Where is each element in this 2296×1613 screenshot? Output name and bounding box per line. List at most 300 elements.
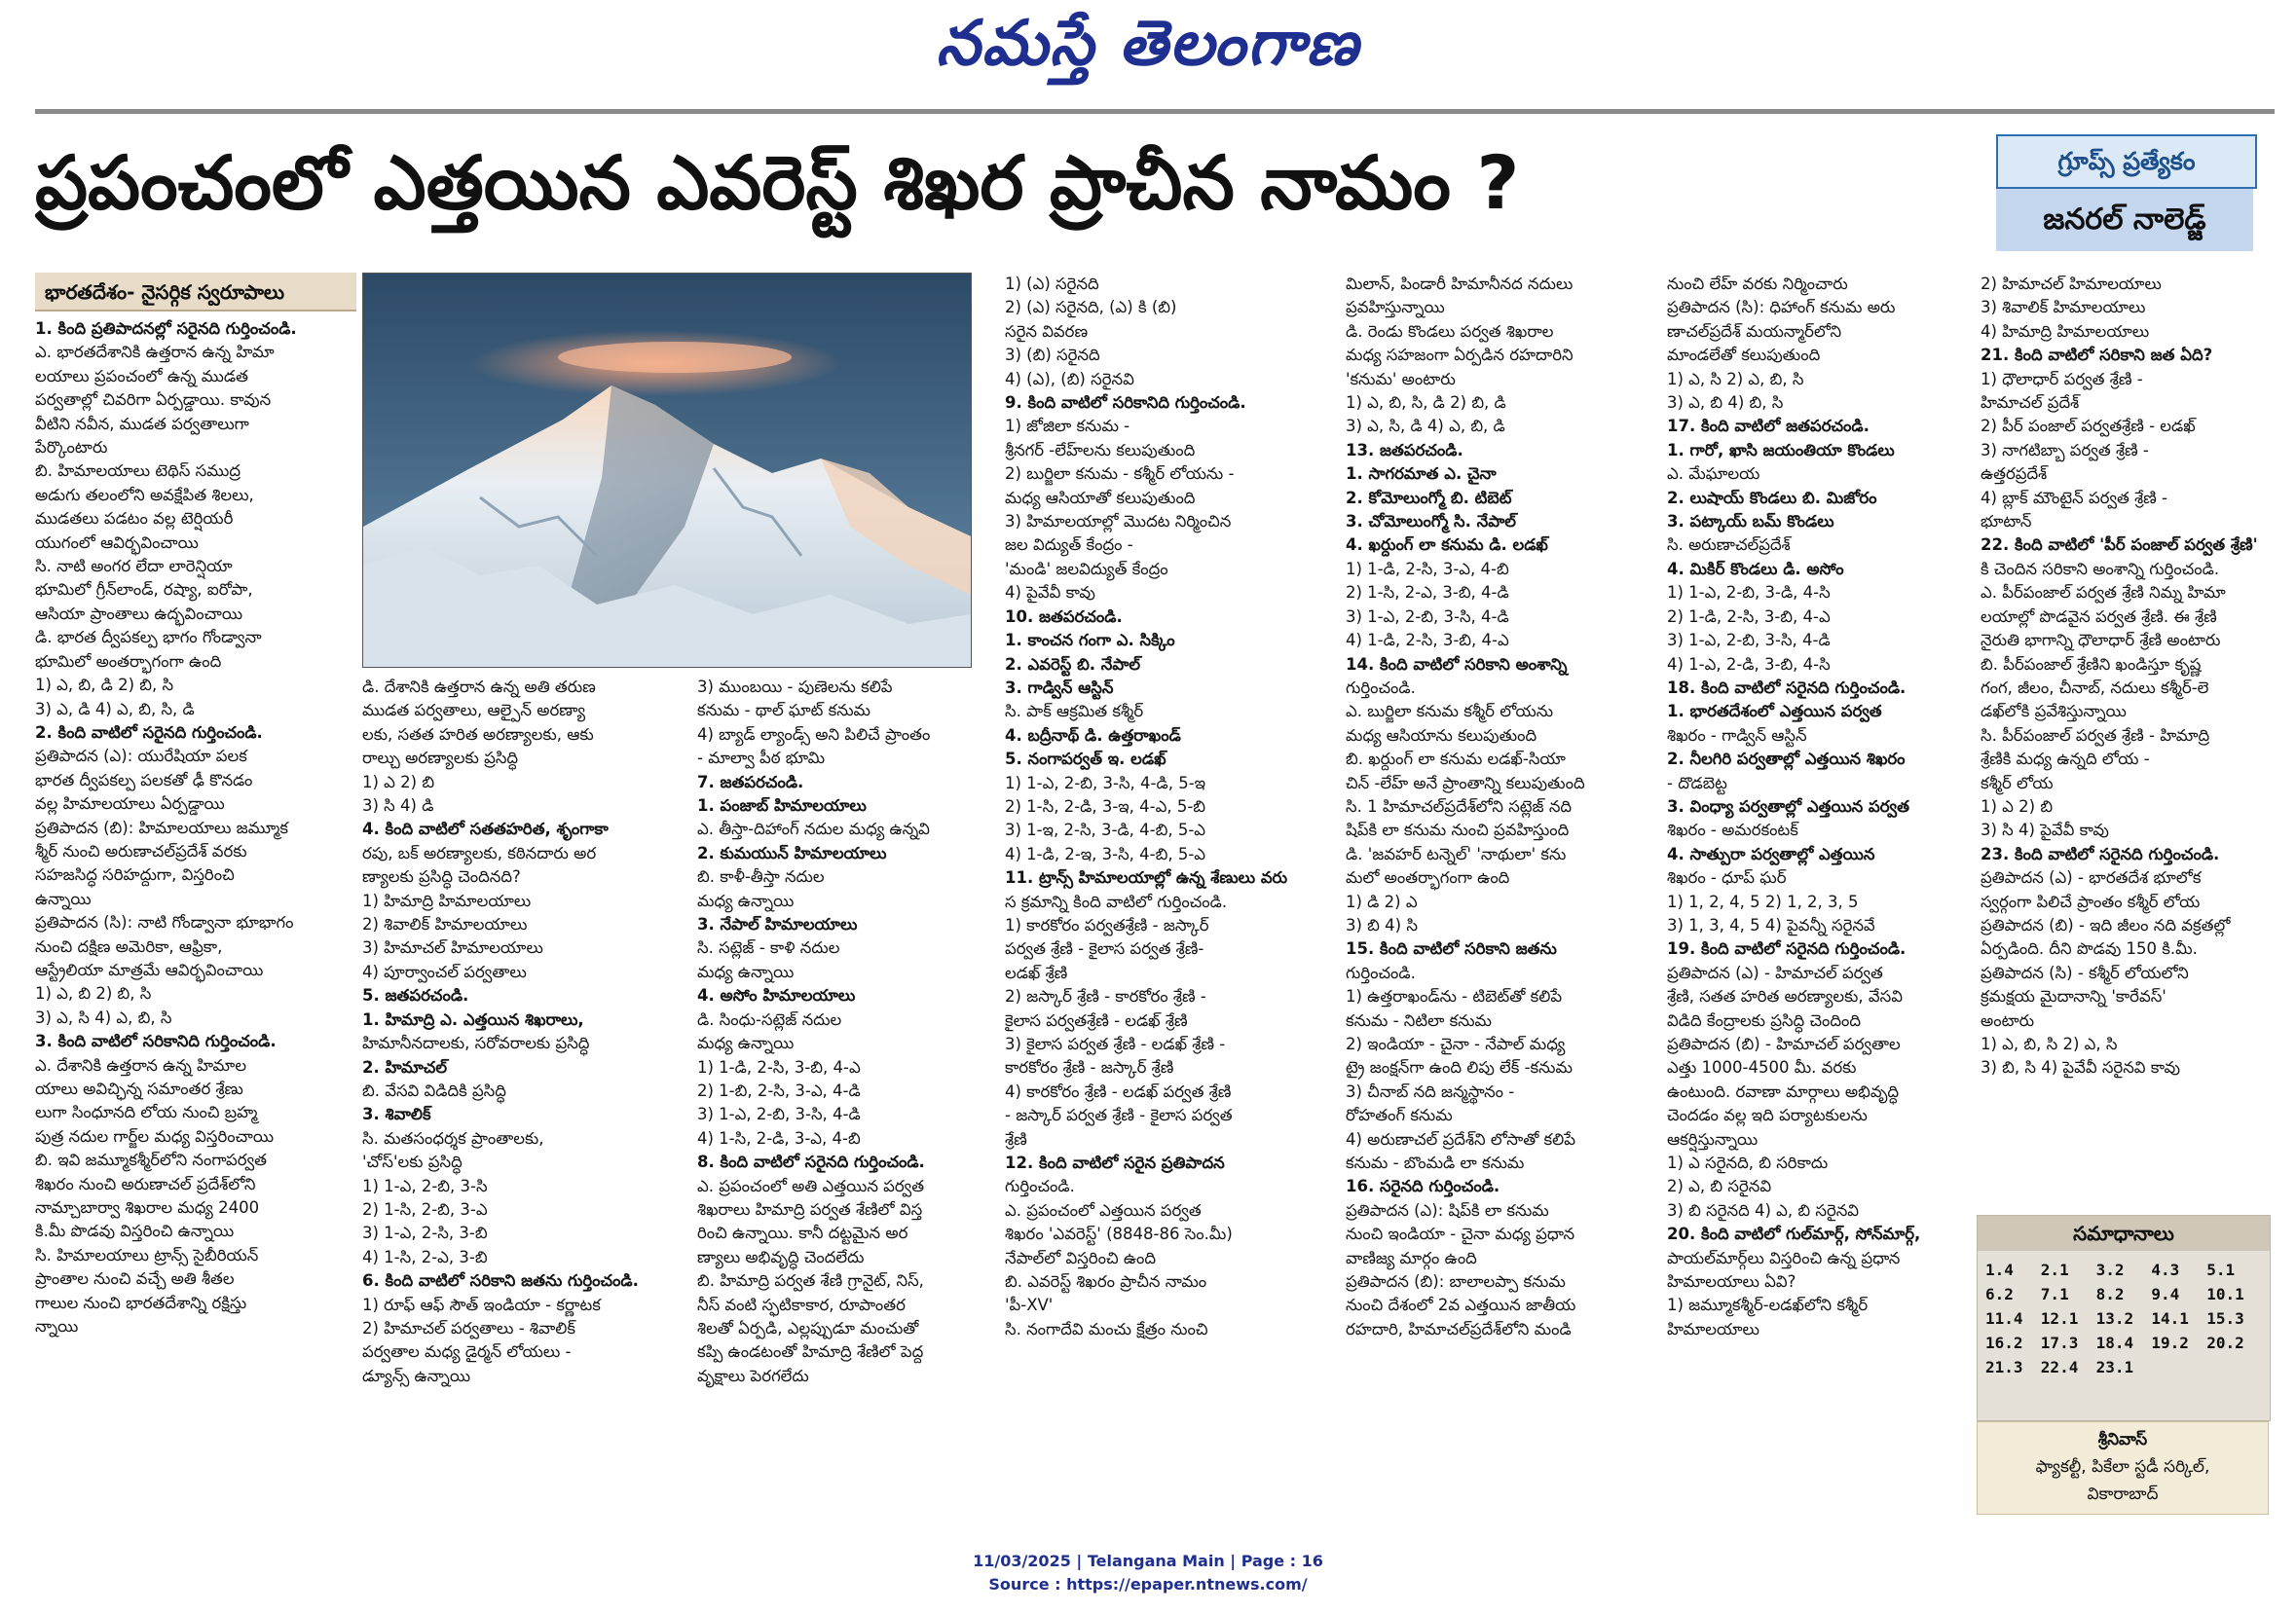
article-line: మధ్య ఉన్నాయి [697, 891, 795, 910]
article-line: మధ్య సహజంగా ఏర్పడిన రహదారిని [1346, 346, 1574, 365]
answer-item: 4.3 [2151, 1261, 2180, 1279]
article-line: ప్రతిపాదన (బి): హిమాలయాలు జమ్మూక [35, 818, 289, 837]
article-line: వీటిని నవీన, ముడత పర్వతాలుగా [35, 414, 249, 433]
article-line: 4) 1-డి, 2-సి, 3-బి, 4-ఎ [1346, 631, 1509, 650]
article-column-2 [362, 676, 687, 1515]
article-line: ప్రాంతాల నుంచి వచ్చే అతి శీతల [35, 1269, 235, 1289]
article-line: 1. కాంచన గంగా ఎ. సిక్కిం [1005, 631, 1175, 650]
article-line: 3) 1-ఇ, 2-సి, 3-డి, 4-బి, 5-ఎ [1005, 821, 1206, 840]
article-line: అంటారు [1981, 1010, 2035, 1030]
article-line: 'పీ-XV' [1005, 1296, 1054, 1315]
article-line: ప్రతిపాదన (బి) - హిమాచల్ పర్వతాల [1667, 1035, 1901, 1053]
article-line: డ్యూన్స్ ఉన్నాయి [362, 1366, 471, 1385]
article-line: ప్రతిపాదన (సి): ధిహాంగ్ కనుమ అరు [1667, 298, 1896, 317]
article-line: 1) 1-ఎ, 2-బి, 3-సి, 4-డి, 5-ఇ [1005, 773, 1206, 792]
article-line: 3) 1-ఎ, 2-సి, 3-బి [362, 1224, 488, 1243]
article-line: ఆస్ట్రేలియా మాత్రమే ఆవిర్భవించాయి [35, 960, 264, 979]
article-line: ఆకర్షిస్తున్నాయి [1667, 1129, 1759, 1149]
article-line: పర్వత శ్రేణి - కైలాస పర్వత శ్రేణి- [1005, 939, 1204, 959]
article-line: ప్రతిపాదన (బి) - ఇది జీలం నది వక్రతల్లో [1981, 915, 2231, 935]
article-line: హిమాలయాలు ఏవి? [1667, 1272, 1796, 1292]
article-line: - జస్కార్ పర్వత శ్రేణి - కైలాస పర్వత [1005, 1106, 1233, 1125]
article-line: అడుగు తలంలోని అవక్షేపిత శిలలు, [35, 485, 254, 504]
answer-item: 19.2 [2151, 1334, 2189, 1352]
article-line: ఎ. దేశానికి ఉత్తరాన ఉన్న హిమాల [35, 1055, 247, 1075]
article-line: 16. సరైనది గుర్తించండి. [1346, 1177, 1500, 1196]
article-line: గంగ, జీలం, చీనాబ్, నదులు కశ్మీర్-లె [1981, 678, 2209, 697]
article-line: కనుమ - థాల్ ఘాట్ కనుమ [697, 701, 871, 720]
article-line: చిన్ -లేహ్ అనే ప్రాంతాన్ని కలుపుతుంది [1346, 773, 1585, 792]
article-line: 'చోస్'లకు ప్రసిద్ధి [362, 1153, 463, 1172]
article-line: ణాచల్‌ప్రదేశ్ మయన్మార్‌లోని [1667, 321, 1842, 341]
article-line: 3. నేపాల్ హిమాలయాలు [697, 915, 858, 935]
article-line: బి. కాళీ-తీస్తా నదుల [697, 867, 825, 887]
article-line: బి. ఖర్దుంగ్ లా కనుమ లడఖ్-సియా [1346, 750, 1566, 769]
article-line: రాల్చు అరణ్యాలకు ప్రసిద్ధి [362, 749, 519, 768]
article-line: సరైన వివరణ [1005, 321, 1089, 341]
article-line: 22. కింది వాటిలో 'పీర్ పంజాల్ పర్వత శ్రేణి' [1981, 535, 2258, 555]
article-line: భూటాన్ [1981, 512, 2032, 532]
everest-photo [362, 273, 972, 668]
article-line: 3) 1-ఎ, 2-బి, 3-సి, 4-డి [697, 1105, 861, 1124]
article-line: 3) సి 4) డి [362, 796, 434, 816]
article-line: ఆసియా ప్రాంతాలు ఉద్భవించాయి [35, 604, 243, 623]
article-column-6 [1667, 273, 1971, 1515]
article-line: 4) పూర్వాంచల్ పర్వతాలు [362, 962, 527, 981]
article-line: 1) 1-ఎ, 2-బి, 3-సి [362, 1176, 488, 1195]
article-line: 2) హిమాచల్ పర్వతాలు - శివాలిక్ [362, 1318, 575, 1338]
article-line: డి. 'జవహర్ టన్నెల్' 'నాథులా' కను [1346, 844, 1567, 863]
article-line: గాలుల నుంచి భారతదేశాన్ని రక్షిస్తు [35, 1293, 247, 1312]
article-line: గుర్తించండి. [1346, 678, 1416, 697]
article-line: 1. గారో, ఖాసి జయంతియా కొండలు [1667, 440, 1895, 459]
answer-item: 16.2 [1985, 1334, 2023, 1352]
article-line: 1. కింది ప్రతిపాదనల్లో సరైనది గుర్తించండి. [35, 319, 297, 338]
article-line: - దొడబెట్ట [1667, 773, 1727, 792]
article-column-7 [1981, 273, 2273, 1207]
article-line: 3) ఎ, డి 4) ఎ, బి, సి, డి [35, 699, 195, 718]
article-line: ణ్యాలు అభివృద్ధి చెందలేదు [697, 1247, 865, 1266]
article-line: 4) 1-డి, 2-ఇ, 3-సి, 4-బి, 5-ఎ [1005, 844, 1206, 863]
article-line: 1) కారకోరం పర్వతశ్రేణి - జస్కార్ [1005, 915, 1209, 935]
article-line: పేర్కొంటారు [35, 438, 108, 458]
article-line: గుర్తించండి. [1005, 1177, 1075, 1196]
article-line: 1) ఎ, బి, సి 2) ఎ, సి [1981, 1035, 2118, 1053]
article-line: సి. సట్లెజ్ - కాళి నదుల [697, 938, 840, 958]
article-line: ప్రతిపాదన (ఎ) - హిమాచల్ పర్వత [1667, 963, 1883, 982]
answer-item: 23.1 [2095, 1358, 2134, 1376]
footer-date-page: 11/03/2025 | Telangana Main | Page : 16 [973, 1552, 1323, 1570]
article-line: శ్రేణి, సతత హరిత అరణ్యాలకు, వేసవి [1667, 987, 1903, 1007]
article-line: ముడత పర్వతాలు, ఆల్పైన్ అరణ్యా [362, 701, 586, 720]
author-name: శ్రీనివాస్ [2097, 1430, 2148, 1449]
article-line: శిఖరం - ధూప్ ఘర్ [1667, 868, 1787, 888]
article-line: 2) జస్కార్ శ్రేణి - కారకోరం శ్రేణి - [1005, 987, 1206, 1007]
author-location: వికారాబాద్ [2087, 1485, 2159, 1504]
article-line: 1) డి 2) ఎ [1346, 892, 1418, 911]
article-line: 5. నంగాపర్వత్ ఇ. లడఖ్ [1005, 750, 1167, 769]
answers-grid [1978, 1251, 2270, 1386]
answer-item: 8.2 [2095, 1285, 2125, 1303]
article-line: కశ్మీర్ లోయ [1981, 773, 2054, 792]
article-line: 1) ఉత్తరాఖండ్‌ను - టిబెట్‌తో కలిపే [1346, 987, 1563, 1007]
article-line: ఉన్నాయి [35, 889, 92, 908]
article-line: 3) ముంబయి - పుణెలను కలిపే [697, 678, 893, 696]
article-line: 1. హిమాద్రి ఎ. ఎత్తయిన శిఖరాలు, [362, 1009, 584, 1029]
article-line: శ్మీర్ నుంచి అరుణాచల్‌ప్రదేశ్ వరకు [35, 841, 247, 861]
article-line: డి. భారత ద్వీపకల్ప భాగం గోండ్వానా [35, 628, 262, 647]
article-line: 1) ఎ, సి 2) ఎ, బి, సి [1667, 369, 1804, 388]
article-line: 4) 1-సి, 2-ఎ, 3-బి [362, 1247, 488, 1266]
article-line: 4. కింది వాటిలో సతతహరిత, శృంగాకా [362, 820, 609, 839]
article-line: 3. పట్కాయ్ బమ్ కొండలు [1667, 512, 1834, 532]
author-box [1977, 1421, 2269, 1515]
article-line: సి. మతసంధర్శక ప్రాంతాలకు, [362, 1128, 544, 1148]
article-line: 3) కైలాస పర్వత శ్రేణి - లడఖ్ శ్రేణి - [1005, 1035, 1226, 1053]
article-line: 2) 1-సి, 2-బి, 3-ఎ [362, 1199, 488, 1219]
article-line: ఎ. ప్రపంచంలో ఎత్తయిన పర్వత [1005, 1200, 1202, 1220]
section-title: భారతదేశం- నైసర్గిక స్వరూపాలు [35, 273, 356, 312]
article-line: 2. లుషాయ్ కొండలు బి. మిజోరం [1667, 488, 1877, 507]
article-line: 18. కింది వాటిలో సరైనది గుర్తించండి. [1667, 678, 1907, 697]
article-line: విడిది కేంద్రాలకు ప్రసిద్ధి చెందింది [1667, 1010, 1862, 1030]
article-line: సి. 1 హిమాచల్‌ప్రదేశ్‌లోని సట్లెజ్ నది [1346, 796, 1573, 816]
article-line: బి. పీర్‌పంజాల్ శ్రేణిని ఖండిస్తూ కృష్ణ [1981, 654, 2202, 674]
article-line: శిఖరం 'ఎవరెస్ట్' (8848-86 సెం.మీ) [1005, 1225, 1233, 1244]
answer-item: 11.4 [1985, 1309, 2023, 1328]
article-line: ట్రై జంక్షన్‌గా ఉంది లిపు లేక్ -కనుమ [1346, 1058, 1573, 1078]
article-line: సి. పీర్‌పంజాల్ పర్వత శ్రేణి - హిమాద్రి [1981, 725, 2210, 745]
article-line: 3) సి 4) పైవేవీ కావు [1981, 821, 2109, 840]
article-line: సి. హిమాలయాలు ట్రాన్స్ సైబీరియన్ [35, 1245, 259, 1265]
article-line: ముడతలు పడటం వల్ల టెర్షియరీ [35, 509, 234, 529]
article-line: 17. కింది వాటిలో జతపరచండి. [1667, 417, 1870, 436]
article-column-1 [35, 317, 352, 1515]
article-line: శ్రీనగర్ -లేహ్‌లను కలుపుతుంది [1005, 440, 1196, 459]
article-line: 1) ఎ, బి 2) బి, సి [35, 984, 152, 1004]
article-line: శిఖరం - గాడ్విన్ ఆస్టిన్ [1667, 725, 1807, 745]
article-line: 1) 1-డి, 2-సి, 3-ఎ, 4-బి [1346, 559, 1509, 578]
article-line: 3. వింధ్యా పర్వతాల్లో ఎత్తయిన పర్వత [1667, 796, 1909, 816]
article-line: 4) బ్యాడ్ ల్యాండ్స్ అని పిలిచే ప్రాంతం [697, 724, 931, 744]
article-line: భారత ద్వీపకల్ప పలకతో ఢీ కొనడం [35, 770, 253, 789]
article-line: ఎత్తు 1000-4500 మీ. వరకు [1667, 1058, 1857, 1078]
article-line: 2) 1-డి, 2-సి, 3-బి, 4-ఎ [1667, 606, 1831, 626]
article-line: ప్రతిపాదన (ఎ): షిప్‌కి లా కనుమ [1346, 1200, 1549, 1220]
answer-item: 22.4 [2040, 1358, 2079, 1376]
article-line: పాయల్‌మార్గ్‌లు విస్తరించి ఉన్న ప్రధాన [1667, 1248, 1901, 1267]
article-line: రపు, బక్ అరణ్యాలకు, కఠినదారు అర [362, 843, 597, 862]
article-line: 3) ఎ, సి 4) ఎ, బి, సి [35, 1008, 172, 1027]
author-affiliation: ఫ్యాకల్టీ, పికేలా స్టడీ సర్కిల్, [2035, 1457, 2210, 1477]
article-line: రహదారి, హిమాచల్‌ప్రదేశ్‌లోని మండి [1346, 1319, 1572, 1338]
article-line: ఉంటుంది. రవాణా మార్గాలు అభివృద్ధి [1667, 1081, 1900, 1101]
article-line: శిఖరం - అమరకంటక్ [1667, 821, 1798, 840]
article-line: 2) (ఎ) సరైనది, (ఎ) కి (బి) [1005, 298, 1177, 317]
article-line: 4) బ్లాక్ మౌంటైన్ పర్వత శ్రేణి - [1981, 488, 2168, 507]
article-line: 3) బి 4) సి [1346, 915, 1418, 935]
answer-item: 21.3 [1985, 1358, 2023, 1376]
article-line: శిఖరాలు హిమాద్రి పర్వత శేణిలో విస్త [697, 1199, 923, 1219]
article-line: - మాల్వా పీఠ భూమి [697, 749, 826, 768]
article-line: హిమాలయాలు [1667, 1319, 1759, 1338]
article-line: 2) పీర్ పంజాల్ పర్వతశ్రేణి - లడఖ్ [1981, 417, 2196, 436]
answer-item: 17.3 [2040, 1334, 2079, 1352]
article-line: 2. నీలగిరి పర్వతాల్లో ఎత్తయిన శిఖరం [1667, 750, 1906, 769]
article-line: ప్రతిపాదన (ఎ): యురేషియా పలక [35, 747, 247, 766]
article-line: 2. కోమోలుంగ్మో బి. టిబెట్ [1346, 488, 1512, 507]
article-line: మలో అంతర్భాగంగా ఉంది [1346, 868, 1510, 888]
article-line: లయాల్లో పొడవైన పర్వత శ్రేణి. ఈ శ్రేణి [1981, 606, 2217, 626]
article-line: భూమిలో గ్రీన్‌లాండ్, రష్యా, ఐరోపా, [35, 580, 253, 600]
answer-item: 14.1 [2151, 1309, 2189, 1328]
article-line: 1) 1, 2, 4, 5 2) 1, 2, 3, 5 [1667, 892, 1859, 911]
article-line: శ్రేణికి మధ్య ఉన్నది లోయ - [1981, 750, 2150, 769]
answer-item: 6.2 [1985, 1285, 2014, 1303]
article-line: 1) హిమాద్రి హిమాలయాలు [362, 891, 532, 910]
article-line: 2) బుర్జిలా కనుమ - కశ్మీర్ లోయను - [1005, 464, 1235, 484]
article-line: భూమిలో అంతర్భాగంగా ఉంది [35, 651, 222, 671]
article-line: బి. హిమాలయాలు టెథిస్ సముద్ర [35, 461, 241, 481]
article-line: ఎ. మేఘాలయ [1667, 464, 1760, 484]
article-line: మధ్య ఆసియాతో కలుపుతుంది [1005, 488, 1196, 507]
article-line: వృక్షాలు పెరగలేదు [697, 1366, 809, 1385]
article-line: బి. హిమాద్రి పర్వత శేణి గ్రానైట్, నిస్, [697, 1271, 924, 1291]
article-line: నీస్ వంటి స్ఫటికాకార, రూపాంతర [697, 1295, 906, 1314]
article-line: 1. పంజాబ్ హిమాలయాలు [697, 796, 867, 816]
article-line: బి. ఎవరెస్ట్ శిఖరం ప్రాచీన నామం [1005, 1272, 1207, 1292]
article-line: 2) ఇండియా - చైనా - నేపాల్ మధ్య [1346, 1035, 1566, 1053]
mountain-peak-photo [363, 274, 971, 667]
article-line: ప్రతిపాదన (ఎ) - భారతదేశ భూలోక [1981, 868, 2202, 888]
article-column-5 [1346, 273, 1657, 1515]
article-line: 4) కారకోరం శ్రేణి - లడఖ్ పర్వత శ్రేణి [1005, 1081, 1232, 1101]
article-line: 2) శివాలిక్ హిమాలయాలు [362, 915, 528, 935]
article-line: ఎ. తీస్తా-దిహాంగ్ నదుల మధ్య ఉన్నవి [697, 820, 930, 839]
article-line: 3) (బి) సరైనది [1005, 346, 1100, 365]
article-line: బి. ఇవి జమ్మూకశ్మీర్‌లోని నంగాపర్వత [35, 1151, 267, 1170]
article-line: 'మండి' జలవిద్యుత్ కేంద్రం [1005, 559, 1168, 578]
article-line: మధ్య ఉన్నాయి [697, 1034, 795, 1053]
article-column-4 [1005, 273, 1336, 1515]
article-line: ఎ. భారతదేశానికి ఉత్తరాన ఉన్న హిమా [35, 343, 275, 362]
article-line: 4. బద్రీనాథ్ డి. ఉత్తరాఖండ్ [1005, 725, 1181, 745]
article-line: 4. అసోం హిమాలయాలు [697, 986, 856, 1006]
article-line: 1) 1-ఎ, 2-బి, 3-డి, 4-సి [1667, 583, 1831, 603]
article-line: ప్రవహిస్తున్నాయి [1346, 298, 1445, 317]
article-line: లడఖ్ శ్రేణి [1005, 963, 1068, 982]
answer-item: 5.1 [2206, 1261, 2236, 1279]
article-line: 3) 1, 3, 4, 5 4) పైవన్నీ సరైనవే [1667, 915, 1875, 935]
footer-source: Source : https://epaper.ntnews.com/ [988, 1575, 1308, 1594]
article-line: గుర్తించండి. [1346, 963, 1416, 982]
article-line: చెందడం వల్ల ఇది పర్యాటకులను [1667, 1106, 1868, 1125]
article-line: 3. చోమోలుంగ్మో సి. నేపాల్ [1346, 512, 1516, 532]
article-line: ప్రతిపాదన (బి): బాలాలప్పా కనుమ [1346, 1272, 1566, 1292]
article-line: మిలాన్, పిండారీ హిమానీనద నదులు [1346, 275, 1574, 293]
article-line: 3) ఎ, సి, డి 4) ఎ, బి, డి [1346, 417, 1505, 436]
article-line: 4) 1-ఎ, 2-డి, 3-బి, 4-సి [1667, 654, 1831, 674]
article-line: ఉత్తరప్రదేశ్ [1981, 464, 2048, 484]
answers-title: సమాధానాలు [1978, 1216, 2270, 1251]
article-line: 11. ట్రాన్స్ హిమాలయాల్లో ఉన్న శేణులు వరు [1005, 868, 1288, 888]
answer-item: 1.4 [1985, 1261, 2014, 1279]
article-line: 10. జతపరచండి. [1005, 606, 1123, 626]
article-line: 3) చీనాబ్ నది జన్మస్థానం - [1346, 1081, 1515, 1101]
article-line: 2) 1-సి, 2-డి, 3-ఇ, 4-ఎ, 5-బి [1005, 796, 1206, 816]
article-line: 3) 1-ఎ, 2-బి, 3-సి, 4-డి [1346, 606, 1509, 626]
article-line: రోహతంగ్ కనుమ [1346, 1106, 1453, 1125]
article-line: 2. ఎవరెస్ట్ బి. నేపాల్ [1005, 654, 1141, 674]
article-line: 4) (ఎ), (బి) సరైనవి [1005, 369, 1134, 388]
article-line: మధ్య ఆసియాను కలుపుతుంది [1346, 725, 1537, 745]
article-line: స్వర్గంగా పిలిచే ప్రాంతం కశ్మీర్ లోయ [1981, 892, 2201, 911]
article-line: 3) నాగటిబ్బా పర్వత శ్రేణి - [1981, 440, 2149, 459]
general-knowledge-badge: జనరల్ నాలెడ్జ్ [1996, 189, 2253, 251]
article-line: 4. ఖర్దుంగ్ లా కనుమ డి. లడఖ్ [1346, 535, 1548, 555]
article-line: పర్వతాల్లో చివరిగా ఏర్పడ్డాయి. కావున [35, 390, 272, 410]
page-footer [0, 1550, 2296, 1596]
article-line: 1) రూఫ్ ఆఫ్ సౌత్ ఇండియా - కర్ణాటక [362, 1295, 601, 1314]
article-line: 3) శివాలిక్ హిమాలయాలు [1981, 298, 2146, 317]
article-line: ణ్యాలకు ప్రసిద్ధి చెందినది? [362, 867, 521, 887]
article-line: 2) ఎ, బి సరైనవి [1667, 1177, 1772, 1196]
article-line: న్నాయి [35, 1317, 79, 1337]
article-line: నేపాల్‌లో విస్తరించి ఉంది [1005, 1248, 1157, 1267]
article-line: ప్రతిపాదన (సి): నాటి గోండ్వానా భూభాగం [35, 913, 294, 933]
article-line: మధ్య ఉన్నాయి [697, 962, 795, 981]
article-line: షిప్‌కి లా కనుమ నుంచి ప్రవహిస్తుంది [1346, 821, 1570, 840]
article-line: 2. కుమయున్ హిమాలయాలు [697, 843, 887, 862]
answer-item: 13.2 [2095, 1309, 2134, 1328]
article-line: రించి ఉన్నాయి. కానీ దట్టమైన అర [697, 1224, 908, 1243]
article-line: బి. వేసవి విడిదికి ప్రసిద్ధి [362, 1081, 506, 1100]
article-line: నైరుతి భాగాన్ని ధౌలాధార్ శ్రేణి అంటారు [1981, 631, 2221, 650]
article-line: 4) హిమాద్రి హిమాలయాలు [1981, 321, 2150, 341]
article-line: 3. గాడ్విన్ ఆస్టిన్ [1005, 678, 1114, 697]
article-line: శిఖరం నుంచి అరుణాచల్ ప్రదేశ్‌లోని [35, 1174, 256, 1193]
article-line: నుంచి దక్షిణ అమెరికా, ఆఫ్రికా, [35, 936, 223, 956]
article-line: డి. సింధు-సట్లెజ్ నదుల [697, 1009, 842, 1029]
article-line: 3) బి సరైనది 4) ఎ, బి సరైనవి [1667, 1200, 1860, 1220]
answers-box [1977, 1215, 2271, 1421]
article-line: 23. కింది వాటిలో సరైనది గుర్తించండి. [1981, 844, 2220, 863]
article-line: 4) పైవేవీ కావు [1005, 583, 1095, 603]
article-line: స క్రమాన్ని కింది వాటిలో గుర్తించండి. [1005, 892, 1228, 911]
article-line: ఎ. పీర్‌పంజాల్ పర్వత శ్రేణి నిమ్న హిమా [1981, 583, 2226, 603]
article-line: సి. అరుణాచల్‌ప్రదేశ్ [1667, 535, 1791, 555]
article-line: 3) హిమాలయాల్లో మొదట నిర్మించిన [1005, 512, 1232, 532]
article-column-3 [697, 676, 995, 1515]
article-line: 2) హిమాచల్ హిమాలయాలు [1981, 275, 2162, 293]
article-line: డి. దేశానికి ఉత్తరాన ఉన్న అతి తరుణ [362, 678, 596, 696]
article-line: 3. కింది వాటిలో సరికానిది గుర్తించండి. [35, 1032, 277, 1051]
article-line: 1) (ఎ) సరైనది [1005, 275, 1099, 293]
article-line: యుగంలో ఆవిర్భవించాయి [35, 532, 199, 552]
article-line: కనుమ - నిటిలా కనుమ [1346, 1010, 1493, 1030]
article-line: సి. నంగాదేవి మంచు క్షేత్రం నుంచి [1005, 1319, 1208, 1338]
article-line: 1) ఎ 2) బి [1981, 796, 2054, 816]
article-line: సి. పాక్ ఆక్రమిత కశ్మీర్ [1005, 702, 1144, 721]
article-line: నుంచి దేశంలో 2వ ఎత్తయిన జాతీయ [1346, 1296, 1576, 1315]
article-line: 1) ధౌలాధార్ పర్వత శ్రేణి - [1981, 369, 2143, 388]
article-line: శిలతో ఏర్పడి, ఎల్లప్పుడూ మంచుతో [697, 1318, 919, 1338]
article-line: 3. శివాలిక్ [362, 1105, 431, 1124]
article-line: యాలు అవిచ్ఛిన్న సమాంతర శ్రేణు [35, 1080, 243, 1098]
answer-item: 20.2 [2206, 1334, 2244, 1352]
article-line: కారకోరం శ్రేణి - జస్కార్ శ్రేణి [1005, 1058, 1174, 1078]
article-line: 4. మికిర్ కొండలు డి. అసోం [1667, 559, 1844, 578]
article-line: క్రమక్షయ మైదానాన్ని 'కారేవస్' [1981, 987, 2166, 1007]
page-headline: ప్రపంచంలో ఎత్తయిన ఎవరెస్ట్ శిఖర ప్రాచీన నామం ? [35, 139, 1520, 226]
article-line: సహజసిద్ధ సరిహద్దుగా, విస్తరించి [35, 865, 235, 885]
article-line: 8. కింది వాటిలో సరైనది గుర్తించండి. [697, 1153, 925, 1172]
groups-special-badge: గ్రూప్స్ ప్రత్యేకం [1996, 134, 2257, 189]
article-line: 3) హిమాచల్ హిమాలయాలు [362, 938, 543, 958]
article-line: డి. రెండు కొండలు పర్వత శిఖరాల [1346, 321, 1554, 341]
article-line: కి చెందిన సరికాని అంశాన్ని గుర్తించండి. [1981, 559, 2220, 578]
article-line: 7. జతపరచండి. [697, 772, 804, 791]
article-line: 9. కింది వాటిలో సరికానిది గుర్తించండి. [1005, 393, 1246, 413]
article-line: డఖ్‌లోకి ప్రవేశిస్తున్నాయి [1981, 702, 2127, 721]
article-line: లకు, సతత హరిత అరణ్యాలకు, ఆకు [362, 724, 594, 744]
article-line: 1. భారతదేశంలో ఎత్తయిన పర్వత [1667, 702, 1882, 721]
article-line: లయాలు ప్రపంచంలో ఉన్న ముడత [35, 366, 248, 385]
answer-item: 12.1 [2040, 1309, 2079, 1328]
article-line: 3) ఎ, బి 4) బి, సి [1667, 393, 1784, 413]
article-line: కైలాస పర్వతశ్రేణి - లడఖ్ శ్రేణి [1005, 1010, 1188, 1030]
article-line: 1) ఎ, బి, డి 2) బి, సి [35, 676, 174, 695]
article-line: నుంచి ఇండియా - చైనా మధ్య ప్రధాన [1346, 1225, 1575, 1244]
article-line: జల విద్యుత్ కేంద్రం - [1005, 535, 1133, 555]
masthead [0, 8, 2296, 94]
article-line: 4. సాత్పురా పర్వతాల్లో ఎత్తయిన [1667, 844, 1875, 863]
article-line: ప్రతిపాదన (సి) - కశ్మీర్ లోయలోని [1981, 963, 2189, 982]
article-line: 2) 1-బి, 2-సి, 3-ఎ, 4-డి [697, 1081, 861, 1100]
article-line: నామ్చాబార్వా శిఖరాల మధ్య 2400 [35, 1198, 260, 1218]
article-line: 1) ఎ సరైనది, బి సరికాదు [1667, 1154, 1829, 1173]
masthead-logo-text: నమస్తే తెలంగాణ [936, 8, 1360, 80]
article-line: వల్ల హిమాలయాలు ఏర్పడ్డాయి [35, 794, 225, 814]
article-line: కి.మీ పొడవు విస్తరించి ఉన్నాయి [35, 1222, 235, 1241]
article-line: 13. జతపరచండి. [1346, 440, 1463, 459]
answer-item: 10.1 [2206, 1285, 2244, 1303]
answer-item: 7.1 [2040, 1285, 2069, 1303]
article-line: 1. సాగరమాత ఎ. చైనా [1346, 464, 1497, 484]
answer-item: 9.4 [2151, 1285, 2180, 1303]
article-line: ఎ. బుర్జిలా కనుమ కశ్మీర్ లోయను [1346, 702, 1554, 721]
article-line: 20. కింది వాటిలో గుల్‌మార్గ్, సోన్‌మార్గ్, [1667, 1225, 1921, 1244]
article-line: 5. జతపరచండి. [362, 986, 469, 1006]
article-line: హిమానీనదాలకు, సరోవరాలకు ప్రసిద్ధి [362, 1034, 590, 1053]
article-line: 21. కింది వాటిలో సరికాని జత ఏది? [1981, 346, 2213, 365]
article-line: 2) 1-సి, 2-ఎ, 3-బి, 4-డి [1346, 583, 1509, 603]
article-line: నుంచి లేహ్ వరకు నిర్మించారు [1667, 275, 1848, 293]
article-line: 3) 1-ఎ, 2-బి, 3-సి, 4-డి [1667, 631, 1831, 650]
article-line: 1) జమ్మూకశ్మీర్-లడఖ్‌లోని కశ్మీర్ [1667, 1296, 1869, 1315]
answer-item: 2.1 [2040, 1261, 2069, 1279]
article-line: 1) ఎ, బి, సి, డి 2) బి, డి [1346, 393, 1506, 413]
article-line: సి. నాటి అంగర లేదా లారెన్షియా [35, 557, 233, 576]
article-line: 2. కింది వాటిలో సరైనది గుర్తించండి. [35, 722, 263, 742]
article-line: 2. హిమాచల్ [362, 1057, 448, 1077]
article-line: ఏర్పడింది. దీని పొడవు 150 కి.మీ. [1981, 939, 2198, 959]
article-line: కనుమ - బొంమడి లా కనుమ [1346, 1154, 1525, 1173]
article-line: 19. కింది వాటిలో సరైనది గుర్తించండి. [1667, 939, 1907, 959]
article-line: 'కనుమ' అంటారు [1346, 369, 1456, 388]
article-line: 4) 1-సి, 2-డి, 3-ఎ, 4-బి [697, 1128, 861, 1148]
answer-item: 3.2 [2095, 1261, 2125, 1279]
